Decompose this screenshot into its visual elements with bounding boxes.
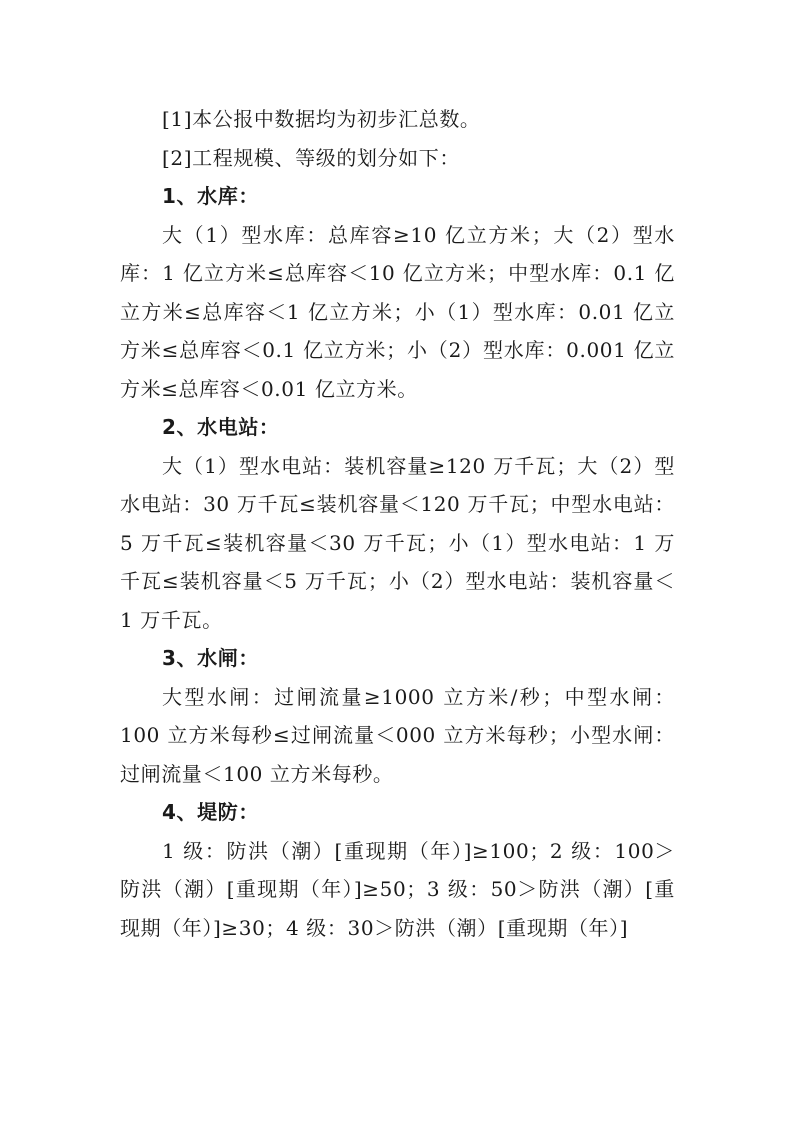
section-heading-sluice: 3、水闸： (162, 646, 259, 670)
section-text-sluice: 大型水闸：过闸流量≥1000 立方米/秒；中型水闸：100 立方米每秒≤过闸流量＜000 立方米每秒；小型水闸：过闸流量＜100 立方米每秒。 (120, 684, 675, 786)
section-heading-embankment: 4、堤防： (162, 800, 259, 824)
section-heading-reservoir: 1、水库： (162, 184, 259, 208)
section-text-embankment: 1 级：防洪（潮）[重现期（年）]≥100；2 级：100＞防洪（潮）[重现期（年）]≥50；3 级：50＞防洪（潮）[重现期（年）]≥30；4 级：30＞防洪（潮）[重现期（年）] (120, 838, 675, 940)
footnote-1: [1]本公报中数据均为初步汇总数。 (162, 107, 481, 131)
section-text-reservoir: 大（1）型水库：总库容≥10 亿立方米；大（2）型水库：1 亿立方米≤总库容＜10 亿立方米；中型水库：0.1 亿立方米≤总库容＜1 亿立方米；小（1）型水库：0.01 亿立方米≤总库容＜0.1 亿立方米；小（2）型水库：0.001 亿立方米≤总库容＜0.01 亿立方米。 (120, 222, 675, 401)
section-text-hydropower: 大（1）型水电站：装机容量≥120 万千瓦；大（2）型水电站：30 万千瓦≤装机容量＜120 万千瓦；中型水电站：5 万千瓦≤装机容量＜30 万千瓦；小（1）型水电站：1 万千瓦≤装机容量＜5 万千瓦；小（2）型水电站：装机容量＜1 万千瓦。 (120, 453, 675, 632)
section-heading-hydropower: 2、水电站： (162, 415, 280, 439)
document-body (120, 100, 675, 947)
footnote-2: [2]工程规模、等级的划分如下： (162, 145, 460, 170)
